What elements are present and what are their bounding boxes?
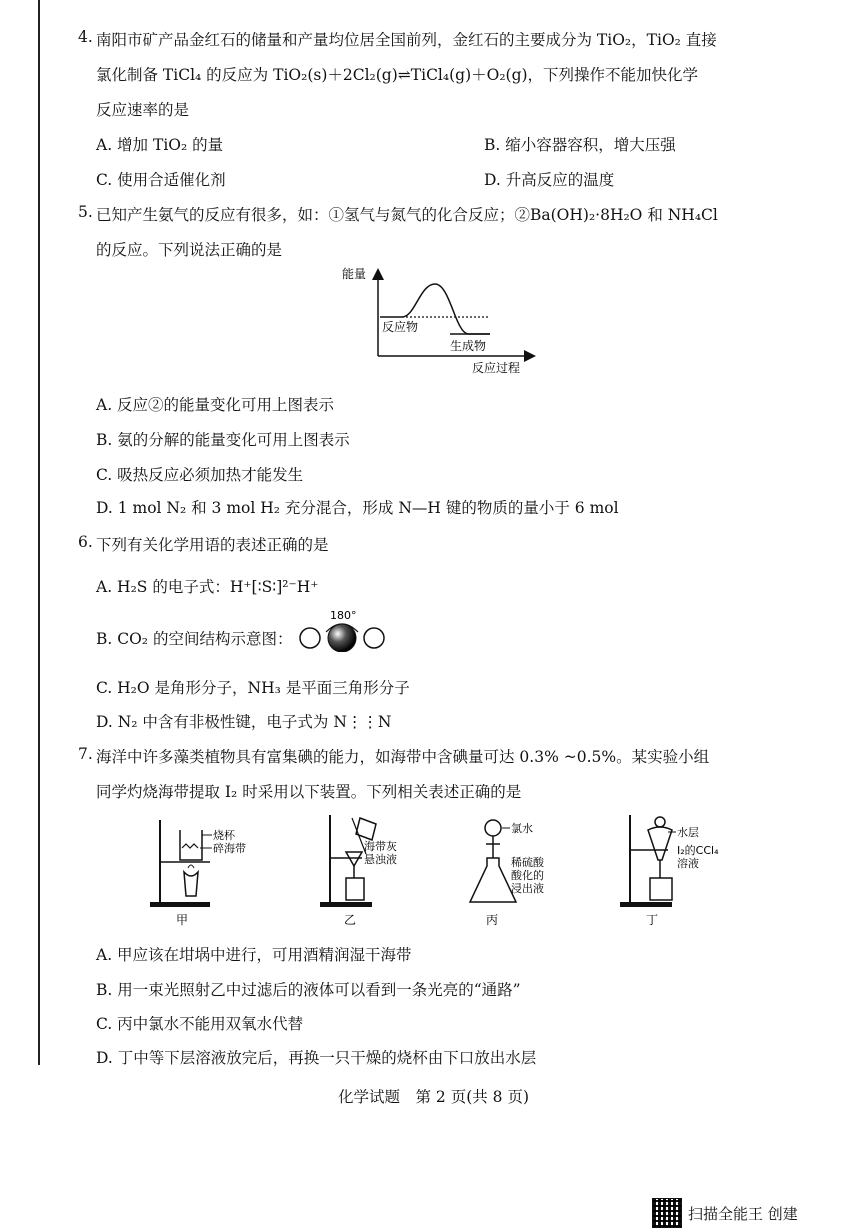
q4-stem-line3: 反应速率的是 [96, 101, 190, 119]
q5-option-a: A. 反应②的能量变化可用上图表示 [96, 396, 335, 414]
apparatus-bing [470, 820, 545, 927]
q5-number: 5. [78, 203, 93, 221]
q4-stem-line1: 南阳市矿产品金红石的储量和产量均位居全国前列，金红石的主要成分为 TiO₂，TiO₂ 直接 [96, 31, 717, 49]
bing-label-leachate: 浸出液 [511, 882, 544, 895]
product-label: 生成物 [450, 339, 487, 353]
q6-stem-line1: 下列有关化学用语的表述正确的是 [96, 536, 329, 554]
jia-label-beaker: 烧杯 [213, 829, 235, 842]
q7-option-a: A. 甲应该在坩埚中进行，可用酒精润湿干海带 [96, 946, 412, 964]
energy-xlabel: 反应过程 [472, 361, 521, 375]
q4-option-a: A. 增加 TiO₂ 的量 [96, 136, 224, 154]
q7-stem-line2: 同学灼烧海带提取 I₂ 时采用以下装置。下列相关表述正确的是 [96, 783, 522, 801]
co2-model [296, 608, 388, 652]
q5-stem-line1: 已知产生氨气的反应有很多，如：①氢气与氮气的化合反应；②Ba(OH)₂·8H₂O 和 NH₄Cl [96, 206, 718, 224]
q4-option-d: D. 升高反应的温度 [484, 171, 615, 189]
q6-option-b: B. CO₂ 的空间结构示意图： [96, 630, 293, 648]
ding-label-i2-ccl4: I₂的CCl₄ [677, 844, 719, 857]
watermark-text: 扫描全能王 创建 [688, 1204, 798, 1223]
apparatus-jia [150, 820, 246, 927]
apparatus-yi [320, 815, 397, 927]
jia-caption: 甲 [176, 913, 189, 927]
binding-margin-line [38, 0, 40, 1065]
yi-caption: 乙 [344, 913, 357, 927]
q6-option-d: D. N₂ 中含有非极性键，电子式为 N⋮⋮N [96, 713, 392, 731]
q4-option-c: C. 使用合适催化剂 [96, 171, 226, 189]
yi-label-suspension: 悬浊液 [364, 853, 397, 866]
co2-bond-angle: 180° [330, 609, 357, 622]
apparatus-ding [620, 815, 719, 927]
ding-caption: 丁 [646, 913, 659, 927]
oxygen-atom-right [364, 628, 384, 648]
q4-option-b: B. 缩小容器容积，增大压强 [484, 136, 676, 154]
q7-option-b: B. 用一束光照射乙中过滤后的液体可以看到一条光亮的“通路” [96, 981, 521, 999]
q7-option-c: C. 丙中氯水不能用双氧水代替 [96, 1015, 304, 1033]
scanner-watermark [652, 1198, 798, 1228]
energy-diagram [340, 262, 540, 380]
q7-number: 7. [78, 745, 93, 763]
jia-label-seaweed: 碎海带 [213, 842, 246, 855]
q5-option-d: D. 1 mol N₂ 和 3 mol H₂ 充分混合，形成 N—H 键的物质的量小于 6 mol [96, 499, 619, 517]
bing-caption: 丙 [486, 913, 499, 927]
q6-option-c: C. H₂O 是角形分子，NH₃ 是平面三角形分子 [96, 679, 410, 697]
apparatus-figures [140, 810, 760, 935]
q7-option-d: D. 丁中等下层溶液放完后，再换一只干燥的烧杯由下口放出水层 [96, 1049, 537, 1067]
oxygen-atom-left [300, 628, 320, 648]
bing-label-acidified: 酸化的 [511, 869, 544, 882]
q4-stem-line2: 氯化制备 TiCl₄ 的反应为 TiO₂(s)＋2Cl₂(g)⇌TiCl₄(g)＋O₂(g)，下列操作不能加快化学 [96, 66, 699, 84]
reactant-label: 反应物 [382, 320, 419, 334]
q4-number: 4. [78, 28, 93, 46]
q6-number: 6. [78, 533, 93, 551]
q5-option-b: B. 氨的分解的能量变化可用上图表示 [96, 431, 350, 449]
carbon-atom [328, 624, 356, 652]
ding-label-solution: 溶液 [677, 857, 699, 870]
qr-code-icon [652, 1198, 682, 1228]
energy-ylabel: 能量 [342, 267, 367, 281]
yi-label-ash: 海带灰 [364, 840, 397, 853]
bing-label-chlorine-water: 氯水 [511, 822, 533, 835]
ding-label-water-layer: 水层 [677, 826, 699, 839]
q7-stem-line1: 海洋中许多藻类植物具有富集碘的能力，如海带中含碘量可达 0.3% ~0.5%。某实验小组 [96, 748, 710, 766]
q5-option-c: C. 吸热反应必须加热才能发生 [96, 466, 304, 484]
bing-label-acid: 稀硫酸 [511, 856, 544, 869]
q5-stem-line2: 的反应。下列说法正确的是 [96, 241, 283, 259]
page-footer: 化学试题 第 2 页(共 8 页) [337, 1088, 530, 1106]
q6-option-a: A. H₂S 的电子式：H⁺[∶S∶]²⁻H⁺ [96, 578, 319, 596]
